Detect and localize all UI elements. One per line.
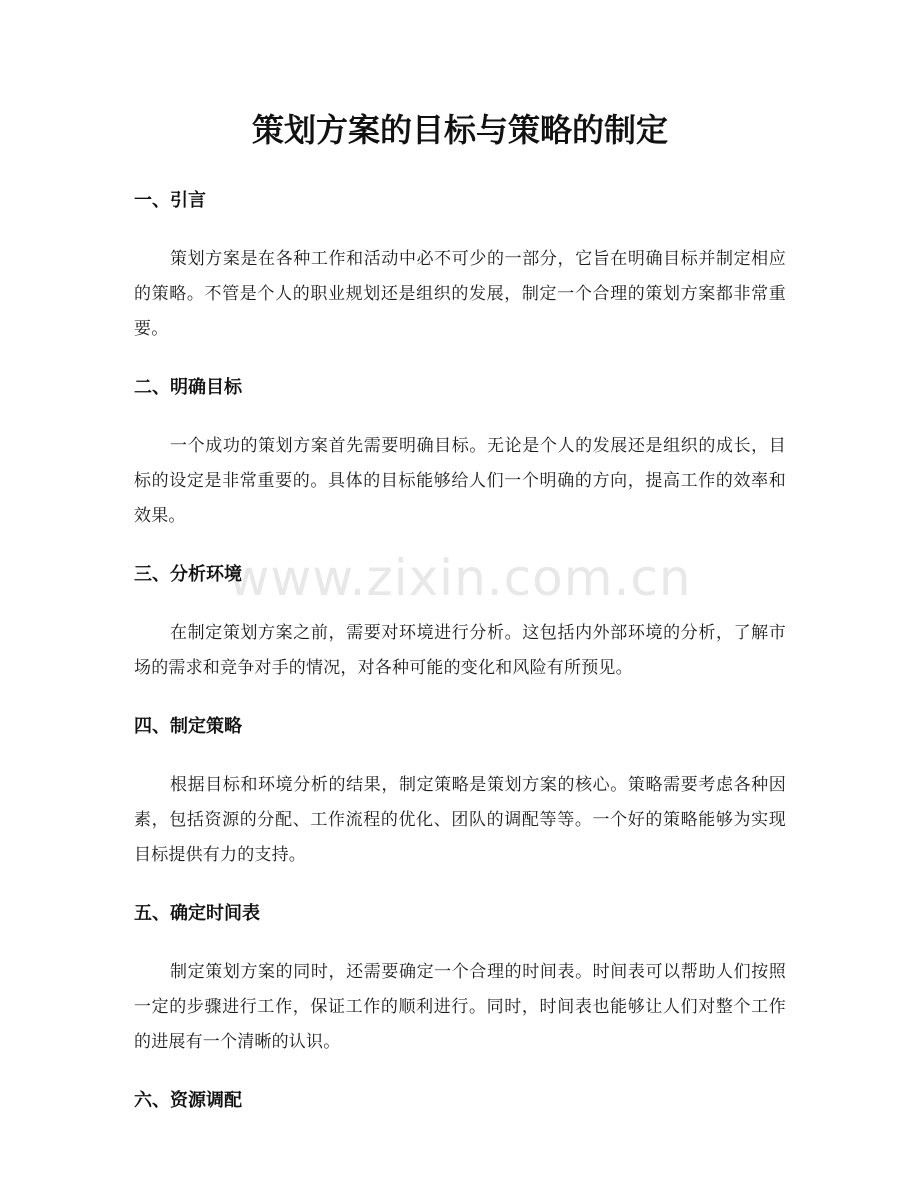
- section-paragraph: 一个成功的策划方案首先需要明确目标。无论是个人的发展还是组织的成长，目标的设定是非常重要的。具体的目标能够给人们一个明确的方向，提高工作的效率和效果。: [134, 436, 786, 526]
- section-heading: 四、制定策略: [134, 716, 242, 737]
- section-heading: 一、引言: [134, 190, 206, 211]
- section-heading: 二、明确目标: [134, 377, 242, 398]
- watermark: www.zixin.com.cn: [228, 549, 692, 607]
- section-heading: 三、分析环境: [134, 564, 242, 585]
- section-paragraph: 根据目标和环境分析的结果，制定策略是策划方案的核心。策略需要考虑各种因素，包括资源的分配、工作流程的优化、团队的调配等等。一个好的策略能够为实现目标提供有力的支持。: [134, 775, 786, 865]
- document-body: [134, 183, 786, 1142]
- section-analyze-environment: [134, 557, 786, 686]
- section-heading: 五、确定时间表: [134, 903, 260, 924]
- section-paragraph: 策划方案是在各种工作和活动中必不可少的一部分，它旨在明确目标并制定相应的策略。不管是个人的职业规划还是组织的发展，制定一个合理的策划方案都非常重要。: [134, 249, 786, 339]
- section-paragraph: 在制定策划方案之前，需要对环境进行分析。这包括内外部环境的分析，了解市场的需求和竞争对手的情况，对各种可能的变化和风险有所预见。: [134, 623, 786, 678]
- section-define-goals: [134, 370, 786, 534]
- section-formulate-strategy: [134, 709, 786, 873]
- document-title: 策划方案的目标与策略的制定: [251, 111, 668, 149]
- section-paragraph: 制定策划方案的同时，还需要确定一个合理的时间表。时间表可以帮助人们按照一定的步骤进行工作，保证工作的顺利进行。同时，时间表也能够让人们对整个工作的进展有一个清晰的认识。: [134, 962, 786, 1052]
- section-introduction: [134, 183, 786, 347]
- section-schedule: [134, 896, 786, 1060]
- section-resource-allocation: [134, 1083, 786, 1119]
- section-heading: 六、资源调配: [134, 1090, 242, 1111]
